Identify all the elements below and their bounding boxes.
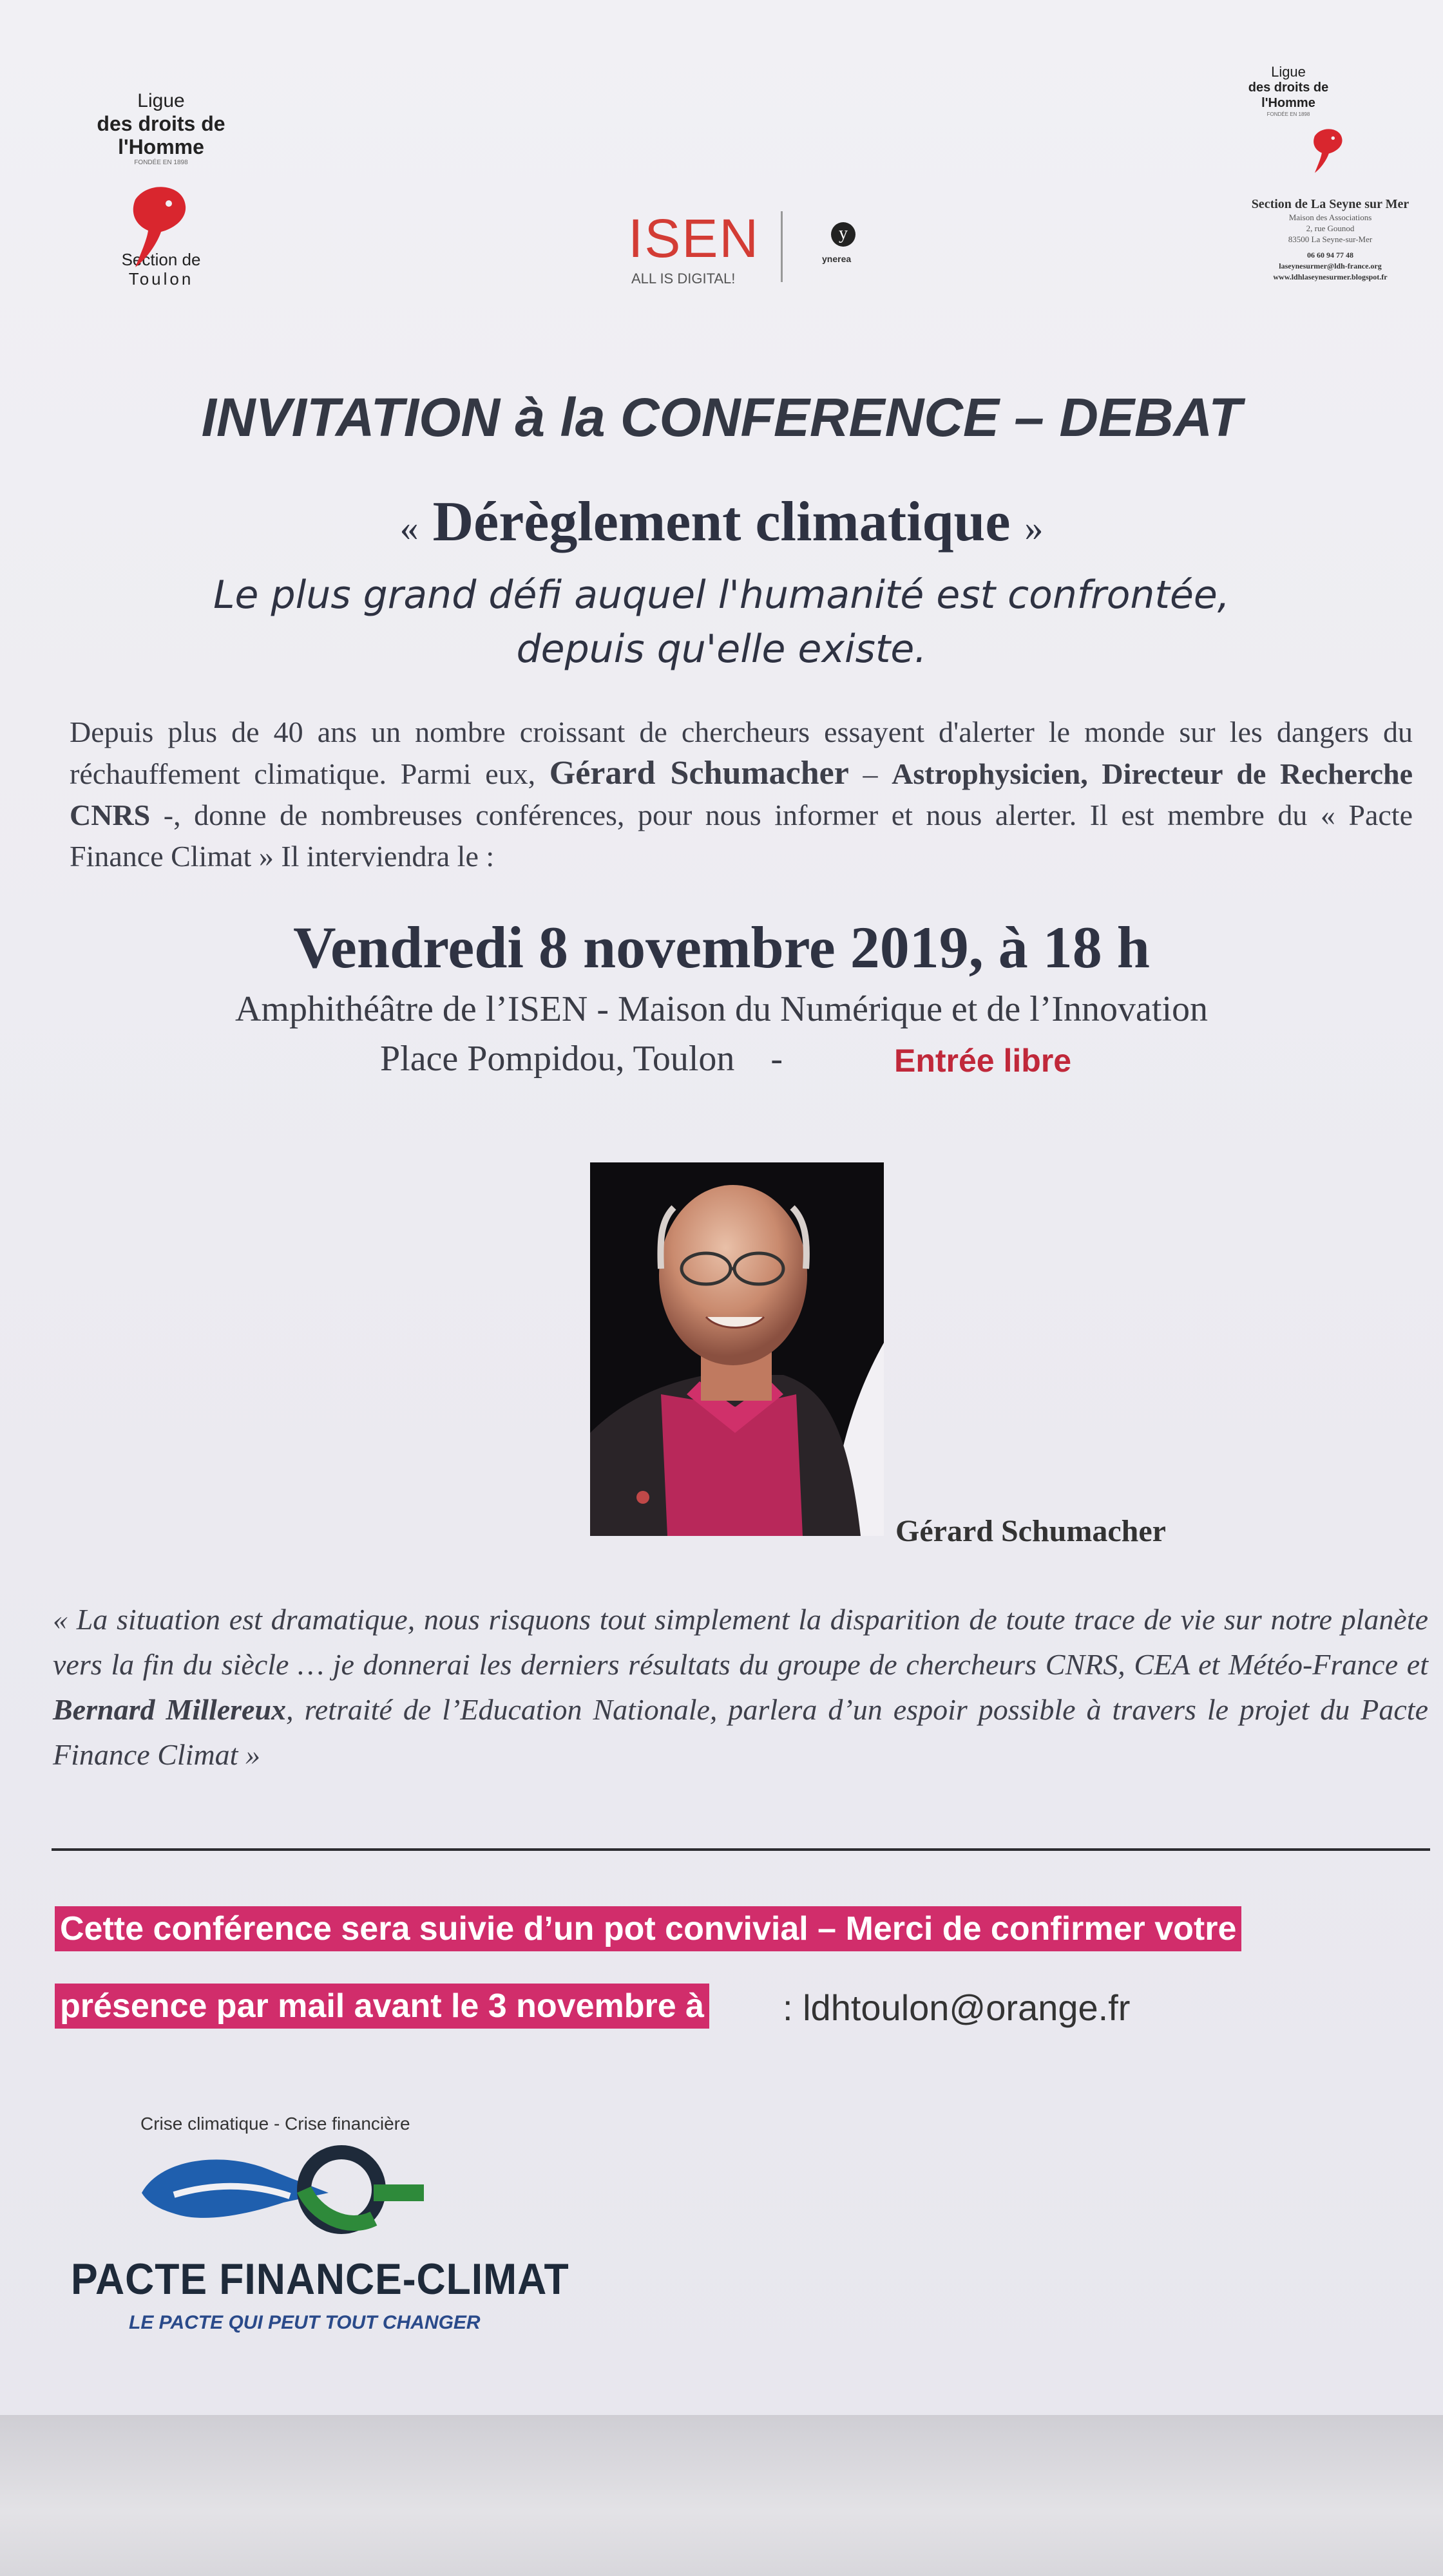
- speaker-title: Astrophysicien, Directeur de Recherche CNRS: [70, 757, 1413, 831]
- ldh-toulon-line1: Ligue: [137, 90, 185, 111]
- ldh-toulon-line2: des droits de: [97, 112, 225, 135]
- intro-dash: –: [848, 757, 892, 790]
- speaker-portrait-image: [590, 1162, 884, 1536]
- ldh-seyne-blog: www.ldhlaseynesurmer.blogspot.fr: [1273, 272, 1388, 281]
- quote-second-speaker: Bernard Millereux: [53, 1693, 287, 1726]
- event-place: Place Pompidou, Toulon -: [380, 1039, 783, 1079]
- pacte-logo-top-text: Crise climatique - Crise financière: [140, 2114, 410, 2134]
- pacte-knot-icon: [135, 2145, 432, 2248]
- intro-text-part1: Depuis plus de 40 ans un nombre croissant de chercheurs essayent d'alerter le monde sur les dangers du réchauffement climatique. Parmi eux,: [70, 715, 1413, 790]
- speaker-name: Gérard Schumacher: [549, 755, 849, 791]
- rsvp-email: : ldhtoulon@orange.fr: [783, 1987, 1131, 2028]
- subtitle-line1: Le plus grand défi auquel l'humanité est confrontée,: [213, 573, 1230, 618]
- isen-tagline: ALL IS DIGITAL!: [631, 270, 736, 287]
- title-quote-open: «: [399, 507, 419, 549]
- entry-free-label: Entrée libre: [894, 1043, 1072, 1079]
- isen-separator: [781, 211, 783, 282]
- ldh-seyne-motto: FONDÉE EN 1898: [1266, 111, 1310, 117]
- rsvp-highlight-line2: présence par mail avant le 3 novembre à: [55, 1984, 709, 2029]
- ldh-seyne-line3: l'Homme: [1261, 96, 1315, 110]
- isen-logo-word: ISEN: [628, 208, 760, 269]
- ldh-seyne-line2: des droits de: [1248, 80, 1329, 95]
- pacte-logo-name: PACTE FINANCE-CLIMAT: [71, 2255, 569, 2304]
- intro-paragraph: [70, 712, 1413, 877]
- quote-part2: , retraité de l’Education Nationale, parlera d’un espoir possible à travers le projet du Pacte Finance Climat »: [53, 1693, 1428, 1771]
- ldh-toulon-section-line1: Section de: [121, 250, 201, 269]
- horizontal-divider: [52, 1848, 1430, 1851]
- conference-title: [0, 489, 1443, 554]
- ldh-toulon-line3: l'Homme: [118, 135, 204, 158]
- ldh-seyne-address1: Maison des Associations: [1288, 213, 1372, 222]
- ldh-seyne-address2: 2, rue Gounod: [1306, 223, 1355, 233]
- speaker-photo: [590, 1162, 884, 1536]
- ldh-seyne-logo: [1211, 64, 1366, 118]
- ldh-bird-icon: [122, 180, 193, 270]
- ldh-seyne-bird-icon: [1308, 122, 1346, 178]
- subtitle-line2: depuis qu'elle existe.: [516, 627, 927, 672]
- rsvp-highlight-line1: Cette conférence sera suivie d’un pot convivial – Merci de confirmer votre: [55, 1906, 1241, 1951]
- photo-caption: Gérard Schumacher: [895, 1514, 1166, 1548]
- ldh-seyne-section-title: Section de La Seyne sur Mer: [1251, 197, 1410, 211]
- event-venue: Amphithéâtre de l’ISEN - Maison du Numérique et de l’Innovation: [234, 989, 1209, 1029]
- ldh-toulon-motto: FONDÉE EN 1898: [134, 159, 188, 166]
- speaker-quote: [53, 1597, 1428, 1777]
- ldh-seyne-email: laseynesurmer@ldh-france.org: [1279, 261, 1382, 270]
- wall-background: [0, 2415, 1443, 2576]
- ynerea-logo-icon: y: [831, 222, 855, 247]
- ldh-seyne-line1: Ligue: [1271, 64, 1306, 80]
- title-quote-close: »: [1024, 507, 1044, 549]
- invitation-heading: INVITATION à la CONFERENCE – DEBAT: [201, 387, 1242, 448]
- pacte-logo-tagline: LE PACTE QUI PEUT TOUT CHANGER: [129, 2312, 481, 2333]
- conference-subtitle: [0, 568, 1443, 676]
- ldh-seyne-address3: 83500 La Seyne-sur-Mer: [1288, 234, 1373, 244]
- ldh-seyne-phone: 06 60 94 77 48: [1307, 251, 1353, 260]
- title-text: Dérèglement climatique: [432, 491, 1011, 553]
- intro-text-part2: -, donne de nombreuses conférences, pour nous informer et nous alerter. Il est membre du « Pacte Finance Climat » Il interviendra le :: [70, 799, 1413, 873]
- ldh-toulon-section-line2: Toulon: [128, 269, 194, 289]
- quote-part1: « La situation est dramatique, nous risquons tout simplement la disparition de toute trace de vie sur notre planète vers la fin du siècle … je donnerai les derniers résultats du groupe de chercheurs CNRS, CEA et Météo-France et: [53, 1603, 1428, 1681]
- event-date: Vendredi 8 novembre 2019, à 18 h: [293, 914, 1150, 980]
- ldh-seyne-contact: [1211, 196, 1443, 283]
- ynerea-logo-word: ynerea: [822, 254, 852, 264]
